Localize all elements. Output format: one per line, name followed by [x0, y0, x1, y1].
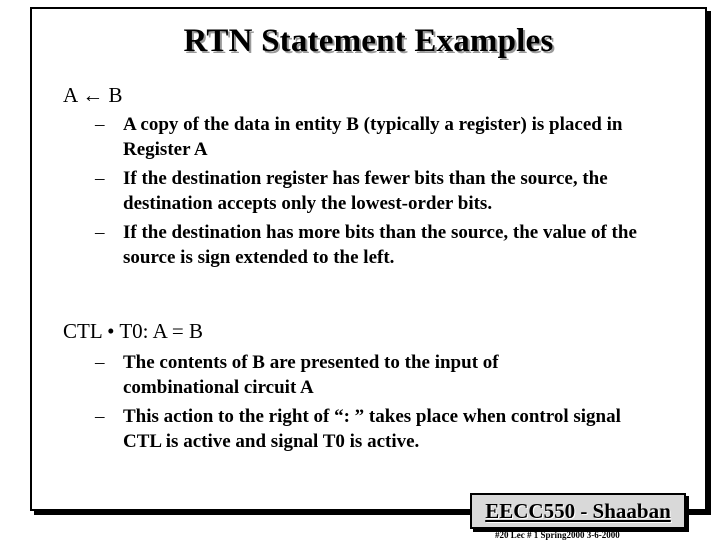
slide-title: RTN Statement Examples — [183, 23, 554, 59]
dash-marker: – — [95, 352, 105, 373]
footer-badge — [470, 493, 686, 529]
bullet-text: If the destination has more bits than the source, the value of the source is sign extended to the left. — [123, 222, 637, 268]
bullet-text: The contents of B are presented to the input of combinational circuit A — [123, 352, 499, 398]
dash-marker: – — [95, 222, 105, 243]
bullet-list-transfer — [95, 112, 683, 274]
rtn-statement-conditional: CTL • T0: A = B — [63, 319, 203, 343]
dash-marker: – — [95, 406, 105, 427]
list-item — [95, 220, 683, 270]
rtn-statement-transfer: A ← B — [63, 83, 123, 107]
dash-marker: – — [95, 168, 105, 189]
list-item — [95, 350, 583, 400]
bullet-text: This action to the right of “: ” takes place when control signal CTL is active and signal T0 is active. — [123, 406, 621, 452]
bullet-text: A copy of the data in entity B (typically a register) is placed in Register A — [123, 114, 623, 160]
footer-meta: #20 Lec # 1 Spring2000 3-6-2000 — [495, 530, 620, 540]
slide-frame — [30, 7, 707, 511]
dash-marker: – — [95, 114, 105, 135]
list-item — [95, 112, 623, 162]
bullet-text: If the destination register has fewer bits than the source, the destination accepts only the lowest-order bits. — [123, 168, 608, 214]
footer-label: EECC550 - Shaaban — [485, 498, 671, 523]
list-item — [95, 404, 653, 454]
list-item — [95, 166, 663, 216]
bullet-list-conditional — [95, 350, 653, 458]
